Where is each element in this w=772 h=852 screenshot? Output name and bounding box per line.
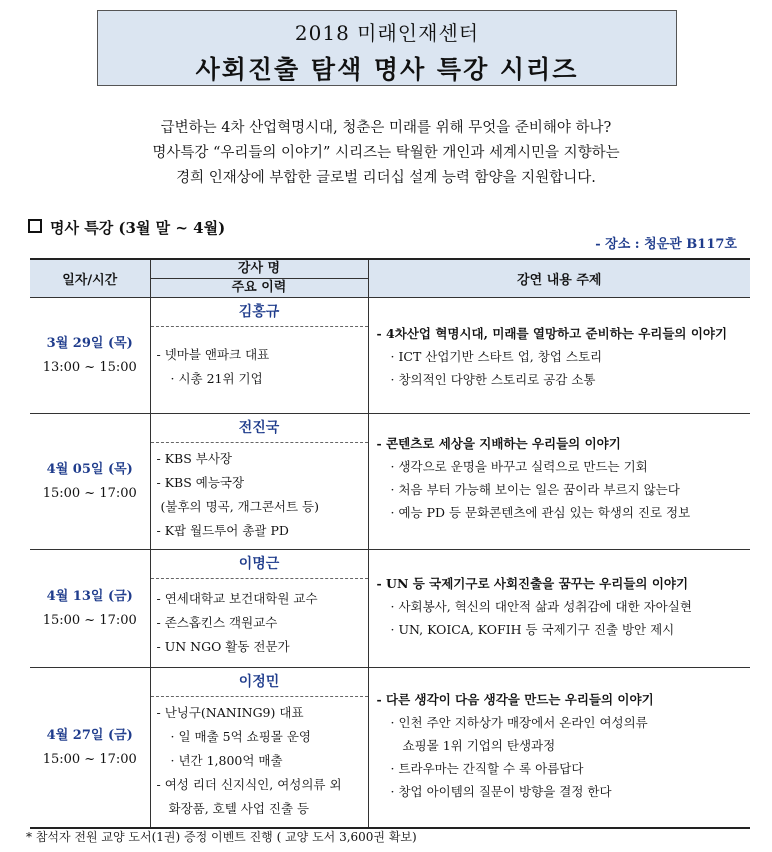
lecture-schedule-table (30, 258, 750, 829)
lecture-date: 4월 13일 (금) (46, 588, 133, 604)
speaker-name: 이명근 (151, 550, 368, 579)
speaker-name: 김홍규 (151, 298, 368, 327)
career-line: · 년간 1,800억 매출 (170, 753, 283, 768)
row-speaker (150, 298, 368, 414)
career-line: - 넷마블 앤파크 대표 (156, 347, 270, 362)
career-line: (불후의 명곡, 개그콘서트 등) (160, 499, 319, 514)
topic-main: - 다른 생각이 다음 생각을 만드는 우리들의 이야기 (376, 692, 654, 707)
lecture-time: 15:00 ~ 17:00 (42, 485, 137, 501)
intro-line: 급변하는 4차 산업혁명시대, 청춘은 미래를 위해 무엇을 준비해야 하나? (160, 120, 612, 136)
row-speaker (150, 414, 368, 550)
speaker-career (151, 327, 368, 397)
row-topic (368, 298, 750, 414)
header-topic: 강연 내용 주제 (368, 259, 750, 298)
title-year: 2018 미래인재센터 (294, 21, 480, 45)
topic-item: · 창업 아이템의 질문이 방향을 결정 한다 (390, 784, 612, 799)
topic-block (369, 414, 751, 524)
career-line: - 난닝구(NANING9) 대표 (156, 705, 304, 720)
speaker-name: 전진국 (151, 414, 368, 443)
place-label: - 장소 : 청운관 B117호 (595, 237, 737, 252)
career-line: - 존스홉킨스 객원교수 (156, 615, 278, 630)
row-date (30, 298, 150, 414)
lecture-time: 15:00 ~ 17:00 (42, 751, 137, 767)
topic-item: · 사회봉사, 혁신의 대안적 삶과 성취감에 대한 자아실현 (390, 599, 692, 614)
header-speaker (150, 259, 368, 298)
topic-main: - 콘텐츠로 세상을 지배하는 우리들의 이야기 (376, 436, 621, 451)
table-row (30, 298, 750, 414)
topic-item: · ICT 산업기반 스타트 업, 창업 스토리 (390, 349, 603, 364)
topic-item: · 처음 부터 가능해 보이는 일은 꿈이라 부르지 않는다 (390, 482, 680, 497)
title-main: 사회진출 탐색 명사 특강 시리즈 (195, 55, 579, 84)
title-box (97, 10, 677, 86)
intro-line: 경희 인재상에 부합한 글로벌 리더십 설계 능력 함양을 지원합니다. (176, 170, 596, 186)
career-line: · 일 매출 5억 쇼핑몰 운영 (170, 729, 311, 744)
table-row (30, 414, 750, 550)
intro-text (0, 116, 772, 191)
lecture-date: 4월 27일 (금) (46, 727, 133, 743)
row-topic (368, 414, 750, 550)
row-speaker (150, 668, 368, 829)
table-row (30, 550, 750, 668)
career-line: - KBS 예능국장 (156, 475, 245, 490)
footnote: * 참석자 전원 교양 도서(1권) 증정 이벤트 진행 ( 교양 도서 3,600권 확보) (26, 830, 417, 844)
topic-block (369, 550, 751, 641)
career-line: · 시총 21위 기업 (170, 371, 263, 386)
lecture-date: 4월 05일 (목) (46, 461, 133, 477)
row-topic (368, 668, 750, 829)
topic-main: - UN 등 국제기구로 사회진출을 꿈꾸는 우리들의 이야기 (376, 576, 689, 591)
topic-item: · 인천 주안 지하상가 매장에서 온라인 여성의류 (390, 715, 648, 730)
table-row (30, 668, 750, 829)
header-speaker-career: 주요 이력 (231, 280, 287, 295)
career-line: - 연세대학교 보건대학원 교수 (156, 591, 318, 606)
section-title: 명사 특강 (3월 말 ~ 4월) (50, 219, 226, 237)
topic-item: 쇼핑몰 1위 기업의 탄생과정 (402, 738, 556, 753)
row-topic (368, 550, 750, 668)
speaker-career (151, 579, 368, 665)
row-date (30, 550, 150, 668)
lecture-time: 13:00 ~ 15:00 (42, 359, 137, 375)
topic-item: · 창의적인 다양한 스토리로 공감 소통 (390, 372, 596, 387)
topic-item: · UN, KOICA, KOFIH 등 국제기구 진출 방안 제시 (390, 622, 675, 637)
topic-block (369, 298, 751, 391)
topic-item: · 예능 PD 등 문화콘텐츠에 관심 있는 학생의 진로 정보 (390, 505, 691, 520)
lecture-time: 15:00 ~ 17:00 (42, 612, 137, 628)
career-line: - K팝 월드투어 총괄 PD (156, 523, 289, 538)
checkbox-square-icon (28, 219, 42, 233)
lecture-date: 3월 29일 (목) (46, 335, 133, 351)
career-line: - KBS 부사장 (156, 451, 232, 466)
topic-item: · 생각으로 운명을 바꾸고 실력으로 만드는 기회 (390, 459, 648, 474)
speaker-name: 이정민 (151, 668, 368, 697)
row-date (30, 668, 150, 829)
table-header-row (30, 259, 750, 298)
career-line: - UN NGO 활동 전문가 (156, 639, 290, 654)
header-date: 일자/시간 (30, 259, 150, 298)
section-heading (28, 217, 225, 238)
intro-line: 명사특강 “우리들의 이야기” 시리즈는 탁월한 개인과 세계시민을 지향하는 (152, 145, 620, 161)
topic-item: · 트라우마는 간직할 수 록 아름답다 (390, 761, 584, 776)
topic-main: - 4차산업 혁명시대, 미래를 열망하고 준비하는 우리들의 이야기 (376, 326, 728, 341)
career-line: 화장품, 호텔 사업 진출 등 (168, 801, 310, 816)
topic-block (369, 668, 751, 803)
row-date (30, 414, 150, 550)
career-line: - 여성 리더 신지식인, 여성의류 외 (156, 777, 342, 792)
header-speaker-name: 강사 명 (151, 260, 368, 279)
speaker-career (151, 697, 368, 827)
row-speaker (150, 550, 368, 668)
speaker-career (151, 443, 368, 549)
